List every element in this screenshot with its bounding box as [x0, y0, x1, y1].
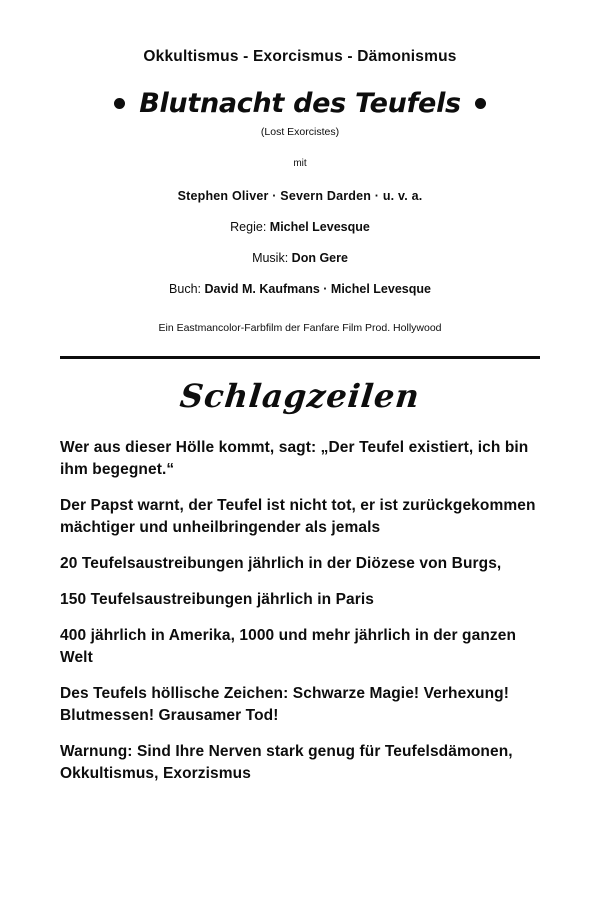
film-flyer-page — [0, 48, 600, 898]
bullet-dot-left-icon — [114, 98, 125, 109]
credit-music — [60, 251, 540, 265]
list-item: Der Papst warnt, der Teufel ist nicht tot, er ist zurückgekommen mächtiger und unheilbringender als jemals — [60, 497, 536, 536]
credit-director-label: Regie: — [230, 220, 267, 234]
credit-music-value: Don Gere — [291, 251, 348, 265]
horizontal-divider — [60, 356, 540, 359]
title-row — [60, 88, 540, 119]
cast-line: Stephen Oliver · Severn Darden · u. v. a. — [177, 189, 423, 203]
headlines-list — [60, 437, 540, 785]
genre-line: Okkultismus - Exorcismus - Dämonismus — [143, 48, 457, 65]
list-item: Des Teufels höllische Zeichen: Schwarze Magie! Verhexung! Blutmessen! Grausamer Tod! — [60, 685, 510, 724]
list-item: 20 Teufelsaustreibungen jährlich in der Diözese von Burgs, — [60, 555, 502, 572]
list-item: Wer aus dieser Hölle kommt, sagt: „Der Teufel existiert, ich bin ihm begegnet.“ — [60, 439, 529, 478]
credit-screenplay-label: Buch: — [169, 282, 202, 296]
alternate-title: (Lost Exorcistes) — [260, 126, 340, 138]
page-title: Blutnacht des Teufels — [139, 88, 461, 119]
section-heading: Schlagzeilen — [178, 377, 422, 415]
credit-director — [60, 220, 540, 234]
credit-music-label: Musik: — [252, 251, 289, 265]
color-process-note: Ein Eastmancolor-Farbfilm der Fanfare Film Prod. Hollywood — [158, 322, 442, 334]
list-item: 150 Teufelsaustreibungen jährlich in Paris — [60, 591, 375, 608]
list-item: Warnung: Sind Ihre Nerven stark genug für Teufelsdämonen, Okkultismus, Exorzismus — [60, 743, 513, 782]
with-label: mit — [293, 158, 307, 169]
credit-screenplay — [60, 282, 540, 296]
credit-screenplay-value: David M. Kaufmans · Michel Levesque — [204, 282, 431, 296]
bullet-dot-right-icon — [475, 98, 486, 109]
list-item: 400 jährlich in Amerika, 1000 und mehr jährlich in der ganzen Welt — [60, 627, 517, 666]
credit-director-value: Michel Levesque — [269, 220, 370, 234]
